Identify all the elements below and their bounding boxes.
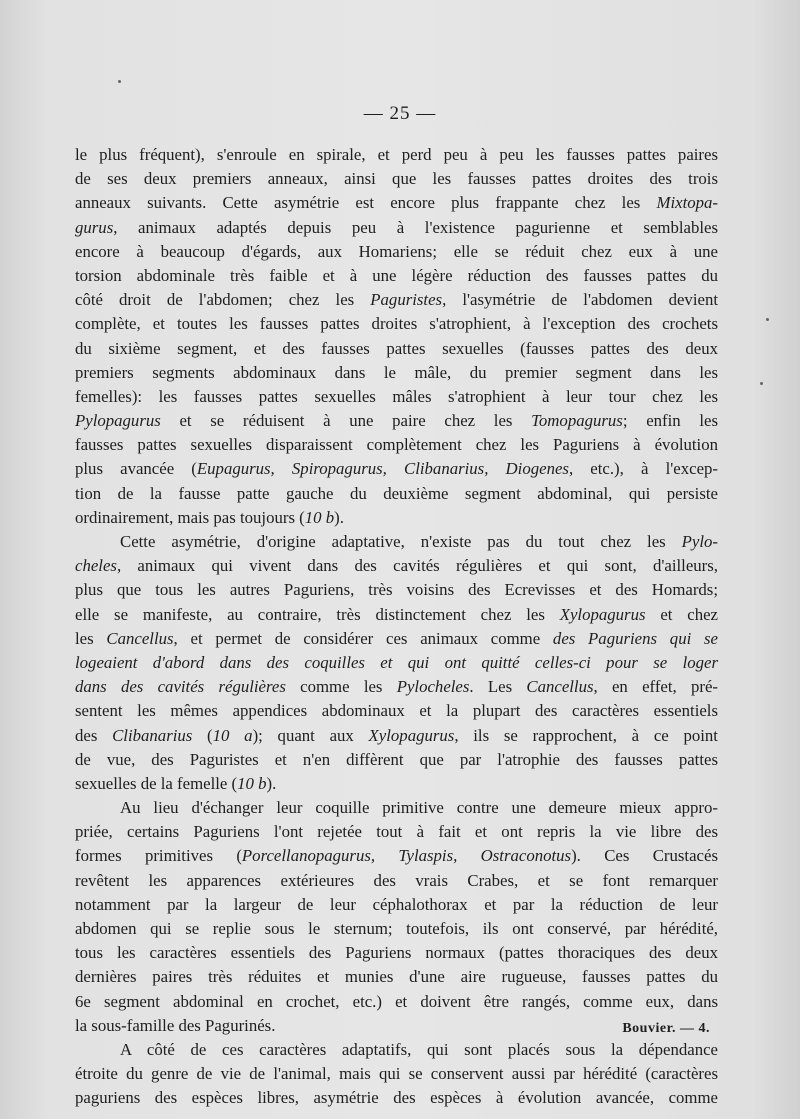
text-line	[75, 941, 718, 965]
text-line	[75, 1038, 718, 1062]
text-line	[75, 337, 718, 361]
text-run: A côté de ces caractères adaptatifs, qui sont placés sous la dépendance	[120, 1039, 718, 1059]
italic-term: Porcellanopagurus, Tylaspis, Ostraconotus	[241, 846, 572, 866]
text-run: plus avancée (	[75, 459, 197, 479]
text-run: encore à beaucoup d'égards, aux Homariens; elle se réduit chez eux à une	[75, 241, 718, 261]
text-run: paguriens des espèces libres, asymétrie des espèces à évolution avancée, comme	[75, 1088, 718, 1108]
italic-term: Eupagurus, Spiropagurus, Clibanarius, Diogenes	[196, 459, 569, 479]
text-run: , et permet de considérer ces animaux comme	[173, 628, 553, 648]
italic-term: Pylo-	[681, 532, 718, 551]
text-line	[75, 385, 718, 409]
text-line	[75, 1086, 718, 1110]
italic-term: Mixtopa-	[656, 193, 718, 213]
text-run: femelles): les fausses pattes sexuelles mâles s'atrophient à leur tour chez les	[75, 386, 718, 406]
text-line	[75, 917, 718, 941]
signature-mark: Bouvier. — 4.	[622, 1021, 710, 1036]
italic-term: Cancellus	[526, 677, 594, 697]
text-line	[75, 869, 718, 893]
text-run: elle se manifeste, au contraire, très distinctement chez les	[75, 604, 560, 624]
italic-term: Tomopagurus	[531, 411, 623, 431]
text-run: (	[192, 725, 213, 745]
text-run: , ils se rapprochent, à ce point	[454, 725, 718, 745]
text-run: ordinairement, mais pas toujours (	[75, 507, 305, 527]
page-number: — 25 —	[363, 103, 437, 124]
text-run: des	[75, 725, 113, 745]
italic-term: logeaient d'abord dans des coquilles et qui ont quitté celles-ci pour se loger	[75, 652, 718, 672]
text-run: tion de la fausse patte gauche du deuxième segment abdominal, qui persiste	[75, 483, 718, 503]
text-line	[75, 312, 718, 336]
text-run: et se réduisent à une paire chez les	[160, 411, 532, 431]
text-run: sentent les mêmes appendices abdominaux et la plupart des caractères essentiels	[75, 701, 718, 721]
text-line	[75, 216, 718, 240]
text-line	[75, 990, 718, 1014]
text-run: le plus fréquent), s'enroule en spirale, et perd peu à peu les fausses pattes paires	[75, 145, 718, 164]
text-run: de ses deux premiers anneaux, ainsi que les fausses pattes droites des trois	[75, 169, 718, 189]
text-line	[75, 240, 718, 264]
text-line	[75, 1062, 718, 1086]
text-run: 6e segment abdominal en crochet, etc.) et doivent être rangés, comme eux, dans	[75, 991, 718, 1011]
text-run: Au lieu d'échanger leur coquille primitive contre une demeure mieux appro-	[120, 798, 718, 818]
text-run: sexuelles de la femelle (	[75, 773, 238, 793]
text-run: de vue, des Paguristes et n'en diffèrent que par l'atrophie des fausses pattes	[75, 749, 718, 769]
text-run: revêtent les apparences extérieures des vrais Crabes, et se font remarquer	[75, 870, 718, 890]
text-run: ).	[266, 773, 277, 793]
text-line	[75, 530, 718, 554]
text-run: Cette asymétrie, d'origine adaptative, n'existe pas du tout chez les	[120, 532, 682, 551]
italic-term: Cancellus	[106, 628, 174, 648]
italic-term: des Paguriens qui se	[552, 628, 718, 648]
text-run: notamment par la largeur de leur céphalothorax et par la réduction de leur	[75, 894, 718, 914]
text-run: côté droit de l'abdomen; chez les	[75, 290, 371, 310]
text-line	[75, 627, 718, 651]
text-run: ).	[334, 507, 344, 527]
italic-term: cheles	[75, 556, 117, 576]
text-run: et chez	[645, 604, 718, 624]
text-run: , etc.), à l'excep-	[568, 459, 718, 479]
text-line	[75, 264, 718, 288]
text-run: , l'asymétrie de l'abdomen devient	[442, 290, 718, 310]
text-line	[75, 820, 718, 844]
text-run: comme les	[285, 677, 397, 697]
text-run: premiers segments abdominaux dans le mâle, du premier segment dans les	[75, 362, 718, 382]
text-line	[75, 893, 718, 917]
text-line	[75, 167, 718, 191]
italic-term: Pylopagurus	[75, 411, 161, 431]
text-line	[75, 651, 718, 675]
text-line	[75, 675, 718, 699]
text-run: , en effet, pré-	[593, 677, 718, 697]
text-line	[75, 578, 718, 602]
text-run: dernières paires très réduites et munies d'une aire rugueuse, fausses pattes du	[75, 967, 718, 987]
text-run: la sous-famille des Pagurinés.	[75, 1015, 276, 1035]
text-line	[75, 699, 718, 723]
text-run: ). Ces Crustacés	[571, 846, 718, 866]
text-line	[75, 554, 718, 578]
text-line	[75, 433, 718, 457]
text-run: ; enfin les	[622, 411, 718, 431]
text-line	[75, 482, 718, 506]
text-run: torsion abdominale très faible et à une légère réduction des fausses pattes du	[75, 265, 718, 285]
text-run: fausses pattes sexuelles disparaissent complètement chez les Paguriens à évolution	[75, 435, 718, 455]
text-run: , animaux adaptés depuis peu à l'existence pagurienne et semblables	[113, 217, 718, 237]
text-run: abdomen qui se replie sous le sternum; toutefois, ils ont conservé, par hérédité,	[75, 919, 718, 938]
italic-term: dans des cavités régulières	[75, 677, 286, 697]
italic-term: 10 b	[237, 773, 267, 793]
italic-term: 10 a	[212, 725, 253, 745]
text-line	[75, 506, 718, 530]
italic-term: Xylopagurus	[559, 604, 646, 624]
italic-term: 10 b	[304, 507, 335, 527]
text-run: étroite du genre de vie de l'animal, mais qui se conservent aussi par hérédité (caractères	[75, 1064, 718, 1084]
italic-term: gurus	[75, 217, 114, 237]
italic-term: Xylopagurus	[368, 725, 455, 745]
text-line	[75, 603, 718, 627]
text-line	[75, 409, 718, 433]
text-run: complète, et toutes les fausses pattes droites s'atrophient, à l'exception des crochets	[75, 314, 718, 334]
text-line	[75, 724, 718, 748]
body-text	[75, 143, 718, 1111]
text-run: tous les caractères essentiels des Paguriens normaux (pattes thoraciques des deux	[75, 943, 718, 963]
text-run: priée, certains Paguriens l'ont rejetée tout à fait et ont repris la vie libre des	[75, 822, 718, 842]
text-run: du sixième segment, et des fausses pattes sexuelles (fausses pattes des deux	[75, 338, 718, 358]
paper-speck	[760, 382, 763, 385]
text-line	[75, 796, 718, 820]
text-line	[75, 143, 718, 167]
text-line	[75, 288, 718, 312]
text-line	[75, 191, 718, 215]
italic-term: Paguristes	[370, 290, 443, 310]
text-run: ); quant aux	[252, 725, 369, 745]
text-run: . Les	[469, 677, 527, 697]
paper-speck	[766, 318, 769, 321]
text-run: anneaux suivants. Cette asymétrie est encore plus frappante chez les	[75, 193, 657, 213]
text-line	[75, 844, 718, 868]
paper-speck	[118, 80, 121, 83]
text-line	[75, 772, 718, 796]
text-run: formes primitives (	[75, 846, 242, 866]
italic-term: Pylocheles	[396, 677, 470, 697]
text-run: plus que tous les autres Paguriens, très voisins des Ecrevisses et des Homards;	[75, 580, 718, 600]
text-line	[75, 457, 718, 481]
text-line	[75, 965, 718, 989]
text-run: les	[75, 628, 107, 648]
italic-term: Clibanarius	[112, 725, 193, 745]
text-run: , animaux qui vivent dans des cavités régulières et qui sont, d'ailleurs,	[116, 556, 718, 576]
text-line	[75, 748, 718, 772]
text-line	[75, 361, 718, 385]
